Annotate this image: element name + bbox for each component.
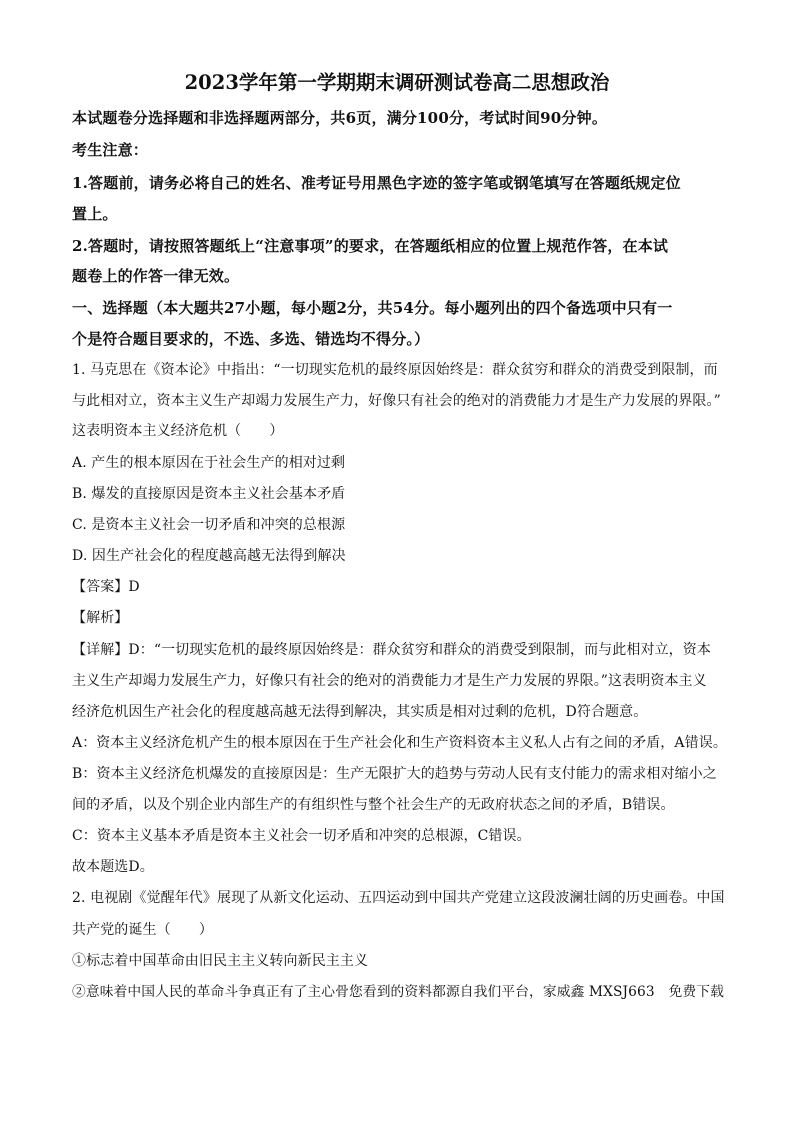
q1-detail-line-1: 【详解】D：“一切现实危机的最终原因始终是：群众贫穷和群众的消费受到限制，而与此相对立，资本	[72, 642, 711, 658]
q1-stem-line-1: 1. 马克思在《资本论》中指出：“一切现实危机的最终原因始终是：群众贫穷和群众的消费受到限制，而	[72, 362, 718, 378]
q2-stem-line-2: 共产党的诞生（ ）	[72, 922, 213, 938]
q1-stem-line-2: 与此相对立，资本主义生产却竭力发展生产力，好像只有社会的绝对的消费能力才是生产力发展的界限。”	[72, 393, 721, 409]
q2-stem-line-1: 2. 电视剧《觉醒年代》展现了从新文化运动、五四运动到中国共产党建立这段波澜壮阔的历史画卷。中国	[72, 890, 725, 906]
notice-heading: 考生注意：	[72, 141, 149, 159]
q2-item-2: ②意味着中国人民的革命斗争真正有了主心骨您看到的资料都源自我们平台，家威鑫 MXSJ663 免费下载	[72, 984, 724, 1000]
section-heading-line-2: 个是符合题目要求的，不选、多选、错选均不得分。）	[72, 330, 430, 348]
q1-option-a: A. 产生的根本原因在于社会生产的相对过剩	[72, 455, 346, 471]
q1-detail-line-6: 间的矛盾，以及个别企业内部生产的有组织性与整个社会生产的无政府状态之间的矛盾，B错误。	[72, 797, 675, 813]
q2-item-1: ①标志着中国革命由旧民主主义转向新民主主义	[72, 953, 369, 969]
q1-stem-line-3: 这表明资本主义经济危机（ ）	[72, 423, 284, 439]
q1-detail-line-4: A：资本主义经济危机产生的根本原因在于生产社会化和生产资料资本主义私人占有之间的矛盾，A错误。	[72, 735, 727, 751]
q1-detail-line-3: 经济危机因生产社会化的程度越高越无法得到解决，其实质是相对过剩的危机，D符合题意。	[72, 704, 648, 720]
q1-option-c: C. 是资本主义社会一切矛盾和冲突的总根源	[72, 517, 346, 533]
notice-2-line-1: 2.答题时，请按照答题纸上“注意事项”的要求，在答题纸相应的位置上规范作答，在本试	[72, 237, 669, 255]
section-heading-line-1: 一、选择题（本大题共27小题，每小题2分，共54分。每小题列出的四个备选项中只有一	[72, 299, 673, 317]
notice-1-line-2: 置上。	[72, 205, 118, 223]
notice-2-line-2: 题卷上的作答一律无效。	[72, 267, 240, 285]
q1-analysis-heading: 【解析】	[72, 610, 129, 626]
q1-detail-line-7: C：资本主义基本矛盾是资本主义社会一切矛盾和冲突的总根源，C错误。	[72, 828, 531, 844]
q1-option-b: B. 爆发的直接原因是资本主义社会基本矛盾	[72, 486, 346, 502]
notice-1-line-1: 1.答题前，请务必将自己的姓名、准考证号用黑色字迹的签字笔或钢笔填写在答题纸规定位	[72, 174, 681, 192]
page-title: 2023学年第一学期期末调研测试卷高二思想政治	[184, 71, 610, 94]
q1-conclusion: 故本题选D。	[72, 859, 154, 875]
exam-intro: 本试题卷分选择题和非选择题两部分，共6页，满分100分，考试时间90分钟。	[72, 109, 608, 127]
q1-detail-line-2: 主义生产却竭力发展生产力，好像只有社会的绝对的消费能力才是生产力发展的界限。”这表明资本主义	[72, 673, 707, 689]
q1-answer: 【答案】D	[72, 579, 140, 595]
q1-option-d: D. 因生产社会化的程度越高越无法得到解决	[72, 548, 346, 564]
q1-detail-line-5: B：资本主义经济危机爆发的直接原因是：生产无限扩大的趋势与劳动人民有支付能力的需求相对缩小之	[72, 766, 717, 782]
